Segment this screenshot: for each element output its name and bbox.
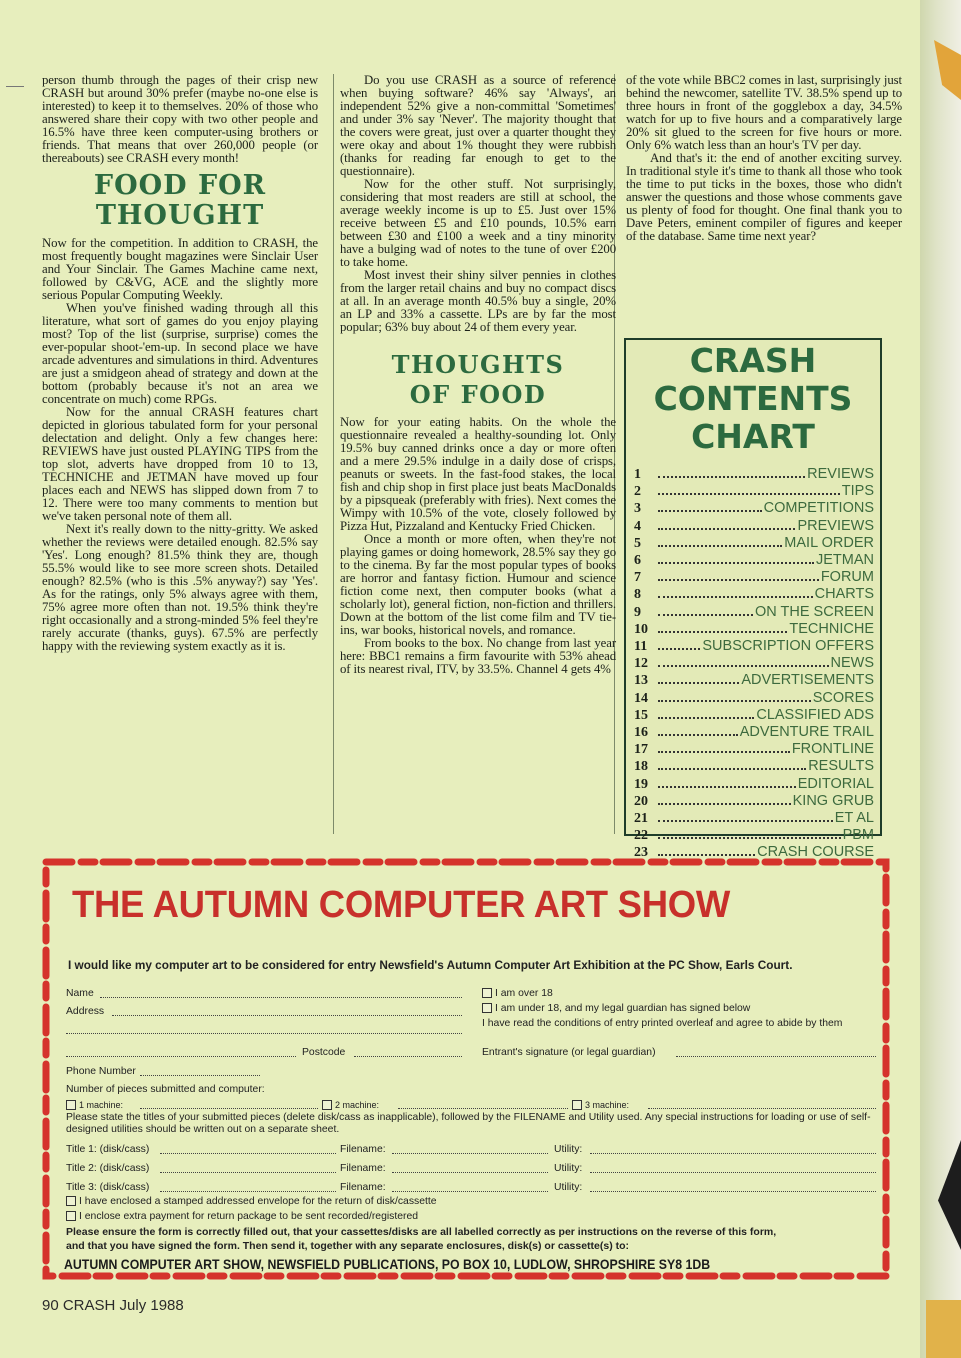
chart-row-label: TECHNICHE: [789, 620, 874, 637]
chart-row: [634, 758, 874, 775]
heading-food-for-thought: [42, 171, 318, 231]
name-label: Name: [66, 988, 94, 999]
heading-line: FOOD FOR: [93, 170, 267, 201]
chart-row-number: 9: [634, 604, 641, 620]
chart-row-number: 16: [634, 725, 648, 741]
instructions-note-1: Please ensure the form is correctly filled out, that your cassettes/disks are all labelled correctly as per instructions on the reverse of this form,: [66, 1226, 777, 1238]
chart-row-number: 5: [634, 535, 641, 551]
chart-row-number: 19: [634, 776, 648, 792]
chart-row: [634, 827, 874, 844]
chart-row-number: 20: [634, 793, 648, 809]
chart-row-label: SCORES: [812, 689, 874, 706]
leader-dots: [658, 700, 811, 702]
paragraph: Next it's really down to the nitty-gritty. We asked whether the reviews were detailed enough. 82.5% say 'Yes'. Long enough? 81.5% think they are, though 55.5% would like to see more screen shots. Detailed enough? 82.5% (who is this .5% anyway?) say 'Yes'. As for the ratings, only 5% always agree with them, 75% agree more often than not. 19.5% think they're right occasionally and a strong-minded 5% feel they're rarely accurate (thanks, guys). 67.5% are perfectly happy with the reviewing system exactly as it is.: [42, 522, 318, 653]
chart-row-number: 23: [634, 845, 648, 861]
paragraph: person thumb through the pages of their crisp new CRASH but around 30% prefer (maybe no-one else is interested) to keep it to themselves. 20% of those who answered share their copy with two other people and 16.5% have three keen computer-using brothers or friends. That means that over 260,000 people (or thereabouts) see CRASH every month!: [42, 73, 318, 165]
chart-row: [634, 552, 874, 569]
leader-dots: [658, 631, 787, 633]
chart-row-number: 1: [634, 467, 641, 482]
sae-option[interactable]: [66, 1196, 437, 1208]
paragraph: Now for the competition. In addition to CRASH, the most frequently bought magazines were Sinclair User and Your Sinclair. The Games Machine came next, followed by C&VG, ACE and the slightly more serious Popular Computing Weekly.: [42, 236, 318, 302]
chart-row: [634, 500, 874, 517]
postal-address: AUTUMN COMPUTER ART SHOW, NEWSFIELD PUBLICATIONS, PO BOX 10, LUDLOW, SHROPSHIRE SY8 1DB: [64, 1256, 711, 1272]
margin-mark: [6, 86, 24, 87]
chart-row-label: NEWS: [830, 655, 874, 672]
pieces-label: Number of pieces submitted and computer:: [66, 1084, 265, 1095]
chart-row-label: SUBSCRIPTION OFFERS: [702, 638, 874, 655]
paragraph: Do you use CRASH as a source of reference when buying software? 46% say 'Always', an independent 52% give a non-committal 'Sometimes' and under 3% say 'Never'. The majority thought that the covers were great, just over a quarter thought they were okay and about 1% thought they were rubbish (thanks for reading far enough to get to the questionnaire).: [340, 73, 616, 178]
chart-list: [626, 466, 880, 862]
title-2-label: Title 2: (disk/cass): [66, 1163, 150, 1174]
chart-row-label: REVIEWS: [807, 466, 874, 482]
chart-row: [634, 776, 874, 793]
form-title: THE AUTUMN COMPUTER ART SHOW: [72, 884, 730, 926]
paragraph: Once a month or more often, when they're not playing games or doing homework, 28.5% say they go to the cinema. By far the most popular types of books are horror and fantasy fiction. Humour and science fiction come next, then computer books (what a scholarly lot), general fiction, non-fiction and thrillers. Down at the bottom of the list come film and TV tie-ins, war books, historical novels, and romance.: [340, 532, 616, 637]
chart-row-number: 15: [634, 707, 648, 723]
chart-row-number: 4: [634, 518, 641, 534]
checkbox[interactable]: [66, 1211, 76, 1221]
heading-thoughts-of-food: [340, 350, 616, 410]
under-18-option[interactable]: [482, 1003, 750, 1015]
title-3-label: Title 3: (disk/cass): [66, 1182, 150, 1193]
filename-2-field[interactable]: [392, 1164, 548, 1173]
paragraph: Now for your eating habits. On the whole the questionnaire revealed a healthy-sounding lot. Only 19.5% buy canned drinks once a day or more often and a mere 29.5% indulge in a daily dose of crisps, peanuts or sweets. In the fast-food stakes, the local fish and chip shop in first place just beats MacDonalds by a pipsqueak (preferably with fries). Next comes the Wimpy with 10.5% of the vote, closely followed by Pizza Hut, Pizzaland and Kentucky Fried Chicken.: [340, 415, 616, 533]
leader-dots: [658, 648, 700, 650]
leader-dots: [658, 751, 790, 753]
chart-row: [634, 569, 874, 586]
chart-row: [634, 586, 874, 603]
heading-line: THOUGHTS: [391, 350, 565, 379]
extra-payment-label: I enclose extra payment for return package to be sent recorded/registered: [79, 1211, 419, 1222]
chart-row: [634, 724, 874, 741]
chart-title-line: CONTENTS: [653, 379, 853, 418]
chart-row-number: 22: [634, 828, 648, 844]
leader-dots: [658, 562, 814, 564]
checkbox[interactable]: [572, 1100, 582, 1110]
chart-row-number: 18: [634, 759, 648, 775]
leader-dots: [658, 493, 840, 495]
chart-row-label: FORUM: [820, 569, 874, 586]
leader-dots: [658, 717, 754, 719]
title-1-label: Title 1: (disk/cass): [66, 1144, 150, 1155]
filename-3-label: Filename:: [340, 1182, 386, 1193]
page-spine: [920, 0, 961, 1358]
address-field-line2[interactable]: [66, 1025, 462, 1034]
paragraph: From books to the box. No change from last year here: BBC1 remains a firm favourite with 53% ahead of its nearest rival, ITV, by 33.5%. Channel 4 gets 4%: [340, 636, 616, 676]
utility-2-field[interactable]: [590, 1164, 876, 1173]
chart-row-label: COMPETITIONS: [763, 500, 874, 517]
machine-3-option[interactable]: [572, 1099, 629, 1111]
spine-tab-yellow: [926, 1300, 961, 1358]
chart-row-label: TIPS: [841, 483, 874, 500]
leader-dots: [658, 476, 805, 478]
chart-row-number: 11: [634, 639, 648, 655]
address-field[interactable]: [112, 1007, 462, 1016]
phone-label: Phone Number: [66, 1066, 136, 1077]
chart-row-label: RESULTS: [808, 758, 874, 775]
chart-row-label: FRONTLINE: [791, 741, 874, 758]
chart-row: [634, 707, 874, 724]
chart-row-number: 14: [634, 690, 648, 706]
leader-dots: [658, 510, 762, 512]
chart-row-label: ADVENTURE TRAIL: [739, 724, 874, 741]
leader-dots: [658, 579, 819, 581]
chart-row: [634, 672, 874, 689]
utility-2-label: Utility:: [554, 1163, 583, 1174]
chart-row-number: 2: [634, 484, 641, 500]
leader-dots: [658, 768, 806, 770]
chart-row-number: 21: [634, 811, 648, 827]
conditions-text: I have read the conditions of entry printed overleaf and agree to abide by them: [482, 1018, 843, 1029]
heading-line: OF FOOD: [409, 380, 547, 409]
signature-label: Entrant's signature (or legal guardian): [482, 1047, 656, 1058]
machine-2-field[interactable]: [398, 1100, 568, 1109]
filename-1-field[interactable]: [392, 1145, 548, 1154]
chart-row: [634, 655, 874, 672]
chart-row: [634, 604, 874, 621]
machine-1-option[interactable]: [66, 1099, 123, 1111]
leader-dots: [658, 545, 782, 547]
name-field[interactable]: [100, 989, 462, 998]
chart-row-number: 8: [634, 587, 641, 603]
spine-tab-black: [938, 1140, 961, 1250]
filename-2-label: Filename:: [340, 1163, 386, 1174]
extra-payment-option[interactable]: [66, 1211, 418, 1223]
paragraph: Now for the other stuff. Not surprisingly, considering that most readers are still at school, the average weekly income is up to £5. Just over 15% receive between £5 and £10 pounds, 10.5% earn between £30 and £100 a week and a tiny minority have a bulging wad of notes to the tune of over £200 to take home.: [340, 177, 616, 269]
machine-2-label: 2 machine:: [335, 1100, 380, 1110]
leader-dots: [658, 803, 791, 805]
article-column-3: [626, 74, 902, 243]
machine-3-label: 3 machine:: [585, 1100, 630, 1110]
chart-title-line: CHART: [691, 417, 815, 456]
under-18-label: I am under 18, and my legal guardian has signed below: [495, 1003, 751, 1014]
chart-row-label: ON THE SCREEN: [755, 603, 874, 620]
chart-row: [634, 741, 874, 758]
filename-1-label: Filename:: [340, 1144, 386, 1155]
address-label: Address: [66, 1006, 105, 1017]
chart-row-label: EDITORIAL: [797, 775, 874, 792]
utility-1-label: Utility:: [554, 1144, 583, 1155]
checkbox[interactable]: [482, 988, 492, 998]
chart-row-number: 6: [634, 553, 641, 569]
utility-3-field[interactable]: [590, 1183, 876, 1192]
checkbox[interactable]: [322, 1100, 332, 1110]
heading-line: THOUGHT: [95, 200, 265, 231]
chart-title-line: CRASH: [689, 341, 817, 380]
title-2-field[interactable]: [160, 1164, 336, 1173]
paragraph: When you've finished wading through all this literature, what sort of games do you enjoy playing most? Top of the list (surprise, surprise) comes the ever-popular shoot-'em-up. In second place we have arcade adventures and simulations in third. Adventures are just a smidgeon ahead of strategy and down at the bottom (probably because it's not an area we concentrate on much) come RPGs.: [42, 301, 318, 406]
leader-dots: [658, 786, 796, 788]
chart-row-number: 7: [634, 570, 641, 586]
chart-row-number: 12: [634, 656, 648, 672]
leader-dots: [658, 837, 841, 839]
checkbox[interactable]: [66, 1100, 76, 1110]
chart-row: [634, 518, 874, 535]
chart-row: [634, 690, 874, 707]
leader-dots: [658, 734, 738, 736]
chart-row: [634, 466, 874, 483]
chart-row-label: JETMAN: [816, 552, 874, 569]
chart-title: [626, 342, 880, 456]
signature-field[interactable]: [676, 1048, 876, 1057]
sae-label: I have enclosed a stamped addressed envelope for the return of disk/cassette: [79, 1196, 437, 1207]
article-column-1: [42, 74, 318, 653]
machine-2-option[interactable]: [322, 1099, 379, 1111]
over-18-label: I am over 18: [495, 988, 553, 999]
art-show-entry-form: [40, 854, 892, 1286]
paragraph: of the vote while BBC2 comes in last, surprisingly just behind the newcomer, satellite TV. 38.5% spend up to three hours in front of the gogglebox a day, 34.5% watch for up to five hours and a comparatively large 20% sit glued to the screen for five hours or more. Only 6% watch less than an hour's TV per day.: [626, 73, 902, 152]
paragraph: And that's it: the end of another exciting survey. In traditional style it's time to thank all those who took the time to put ticks in the boxes, those who didn't answer the questions and those whose comments gave us plenty of food for thought. One final thank you to Dave Peters, eminent compiler of figures and keeper of the database. Same time next year?: [626, 151, 902, 243]
chart-row: [634, 638, 874, 655]
utility-1-field[interactable]: [590, 1145, 876, 1154]
utility-3-label: Utility:: [554, 1182, 583, 1193]
article-column-2: [340, 74, 616, 676]
checkbox[interactable]: [482, 1003, 492, 1013]
machine-3-field[interactable]: [648, 1100, 876, 1109]
leader-dots: [658, 528, 795, 530]
chart-row-number: 17: [634, 742, 648, 758]
phone-field[interactable]: [140, 1067, 260, 1076]
chart-row: [634, 621, 874, 638]
chart-row-label: PBM: [842, 827, 874, 844]
paragraph: Most invest their shiny silver pennies in clothes from the larger retail chains and buy no compact discs at all. In an average month 40.5% buy a single, 20% an LP and 33% a cassette. LPs are by far the most popular; 63% buy about 24 of them every year.: [340, 268, 616, 334]
chart-row-label: KING GRUB: [792, 792, 874, 809]
leader-dots: [658, 614, 753, 616]
leader-dots: [658, 596, 813, 598]
over-18-option[interactable]: [482, 988, 553, 1000]
chart-row-label: PREVIEWS: [797, 517, 874, 534]
form-intro: I would like my computer art to be considered for entry Newsfield's Autumn Computer Art Exhibition at the PC Show, Earls Court.: [68, 958, 793, 972]
leader-dots: [658, 665, 829, 667]
machine-1-label: 1 machine:: [79, 1100, 124, 1110]
title-1-field[interactable]: [160, 1145, 336, 1154]
page-footer: 90 CRASH July 1988: [42, 1297, 184, 1314]
paragraph: Now for the annual CRASH features chart depicted in glorious tabulated form for your personal delectation and delight. Only a few changes here: REVIEWS have just ousted PLAYING TIPS from the top slot, adverts have dropped from 10 to 13, TECHNICHE and JETMAN have moved up four places each and NEWS has slipped down from 7 to 12. There were too many comments to mention but we've taken personal note of them all.: [42, 405, 318, 523]
chart-row-label: ET AL: [834, 810, 874, 827]
chart-row-number: 10: [634, 621, 648, 637]
chart-row: [634, 810, 874, 827]
filename-3-field[interactable]: [392, 1183, 548, 1192]
chart-row: [634, 793, 874, 810]
title-3-field[interactable]: [160, 1183, 336, 1192]
leader-dots: [658, 820, 833, 822]
postcode-label: Postcode: [302, 1047, 346, 1058]
chart-row: [634, 483, 874, 500]
checkbox[interactable]: [66, 1196, 76, 1206]
contents-chart: [624, 338, 882, 861]
spine-tab-orange: [934, 40, 961, 100]
chart-row-label: CRASH COURSE: [757, 844, 874, 861]
machine-1-field[interactable]: [140, 1100, 318, 1109]
titles-instructions: Please state the titles of your submitted pieces (delete disk/cass as inapplicable), followed by the FILENAME and Utility used. Any special instructions for loading or use of self-designed utilities should be written out on a separate sheet.: [66, 1112, 871, 1135]
chart-row-number: 13: [634, 673, 648, 689]
postcode-field[interactable]: [354, 1048, 462, 1057]
address-field-line3[interactable]: [66, 1048, 296, 1057]
instructions-note-2: and that you have signed the form. Then send it, together with any separate enclosures, disk(s) or cassette(s) to:: [66, 1240, 630, 1252]
chart-row-number: 3: [634, 501, 641, 517]
chart-row-label: ADVERTISEMENTS: [741, 672, 874, 689]
chart-row: [634, 535, 874, 552]
leader-dots: [658, 682, 739, 684]
chart-row-label: CLASSIFIED ADS: [756, 706, 874, 723]
chart-row-label: CHARTS: [814, 586, 874, 603]
chart-row-label: MAIL ORDER: [784, 534, 874, 551]
